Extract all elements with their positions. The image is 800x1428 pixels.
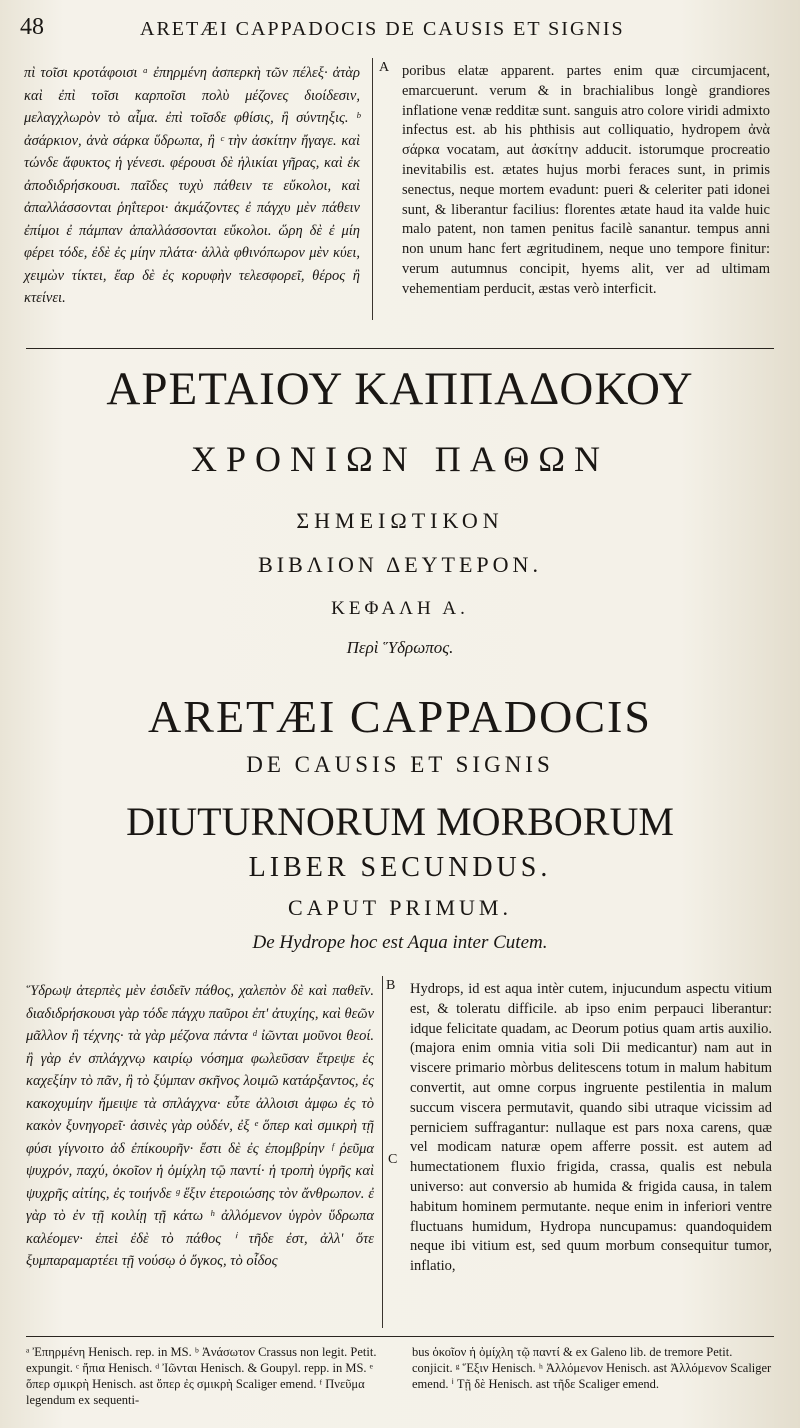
top-column-divider (372, 58, 373, 320)
greek-book-heading: ΒΙΒΛΙΟΝ ΔΕΥΤΕΡΟΝ. (258, 552, 542, 577)
latin-topic-heading: De Hydrope hoc est Aqua inter Cutem. (252, 932, 548, 953)
section-divider (26, 348, 774, 349)
greek-subtitle: ΣΗΜΕΙΩΤΙΚΟΝ (296, 508, 504, 533)
running-title: ARETÆI CAPPADOCIS DE CAUSIS ET SIGNIS (140, 18, 625, 40)
greek-title-heading: ΧΡΟΝΙΩΝ ΠΑΘΩΝ (190, 439, 610, 479)
greek-chapter-heading: ΚΕΦΑΛΗ Α. (331, 598, 469, 619)
margin-marker-b: B (386, 978, 396, 993)
bottom-greek-text: Ὕδρωψ ἀτερπὲς μὲν ἐσιδεῖν πάθος, χαλεπὸν δὲ καὶ παθεῖν. διαδιδρήσκουσι γὰρ τόδε πάγχυ παῦροι ἐπ' ἀτυχίης, καὶ θεῶν μᾶλλον ἢ τέχνης· τὰ γὰρ μέζονα πάντα ᵈ ἰῶνται μοῦνοι θεοί. ἢ γὰρ ἐν σπλάγχνῳ καιρίῳ νόσημα φωλεῦσαν ἔτρεψε ἐς καχεξίην τὸ πᾶν, ἢ τὸ ξύμπαν σκῆνος λοιμῶ κατάρξαντος, ἐς κακοχυμίην ἤμειψε τὰ σπλάγχνα· εὖτε ἀλλοισι ἀμφω ἐς τὸ κακὸν ξυνηγορεῖ· ἀσινὲς γὰρ οὐδέν, ἐξ ᵉ ὅπερ καὶ σμικρὴ τῇ φύσι γίγνοιτο ἀδ ἐπίκουρῆν· ἔστι δὲ ἐς ἐπομβρίην ᶠ ῥεῦμα ψυχρόν, παχύ, ὁκοῖον ἡ ὀμίχλη τῷ παντί· ἡ τροπὴ ὑγρῆς καὶ ψυχρῆς αἰτίης, ἐς τοιήνδε ᵍ ἕξιν ἑτεροιώσης τὸν ἄνθρωπον. ἐ γὰρ τὸ ἐν τῇ κοιλίῃ τῇ κάτω ʰ ἀλλόμενον ὑγρὸν ὕδρωπα καλέομεν· ἐπεὶ ἐδὲ τὸ πάθος ⁱ τῆδε ἐστ, ἀλλ' ὅτε ξυμπαραμαρτέει τῇ νούσῳ ὁ ὄγκος, τὸ οἶδος (26, 983, 374, 1269)
bottom-column-divider (382, 976, 383, 1328)
page-number: 48 (20, 14, 44, 40)
footnotes-left: ᵃ Ἐπηρμένη Henisch. rep. in MS. ᵇ Ἀνάσωτον Crassus non legit. Petit. expungit. ᶜ ἤπια Henisch. ᵈ Ἰῶνται Henisch. & Goupyl. repp. in MS. ᵉ ὅπερ σμικρὴ Henisch. ast ὅπερ ἐς σμικρὴ Scaliger emend. ᶠ Πνεῦμα legendum ex sequenti- (26, 1345, 377, 1407)
latin-chapter-heading: CAPUT PRIMUM. (288, 895, 512, 920)
bottom-latin-column (410, 980, 772, 1277)
bottom-latin-text: Hydrops, id est aqua intèr cutem, injucundum aspectu vitium est, & toleratu difficile. ab ipso enim perpauci liberantur: idque felicitate quadam, ac Deorum potius quam artis auxilio. (majora enim omnia vitia soli Dii medicantur) nam aut in viscere primario mòrbus delitescens totum in malum habitum convertit, aut omne corpus ingruente pestilentia in malum succum viscera permutavit, quando sibi utraque vicissim ad perniciem suffragantur: nullaque est pars noxa carens, quæ vel modicam naturæ opem afferre possit. est autem ad humectationem fluxio frigida, crassa, qualis est nebula universo: aut conversio ab humida & frigida causa, in talem habitum hominem permutante. neque enim in inferiori ventre fluctuans humidum, Hydropa nuncupamus: quandoquidem neque ibi vitium est, sed quum morbum consequitur tumor, inflatio, (410, 981, 772, 1275)
latin-book-heading: LIBER SECUNDUS. (248, 852, 552, 883)
greek-topic-heading: Περὶ Ὕδρωπος. (346, 638, 454, 657)
latin-title-heading: DIUTURNORUM MORBORUM (126, 799, 674, 844)
greek-author-heading: ΑΡΕΤΑΙΟΥ ΚΑΠΠΑΔΟΚΟΥ (106, 363, 694, 415)
latin-author-heading: ARETÆI CAPPADOCIS (148, 691, 652, 742)
bottom-greek-column (26, 980, 374, 1273)
footnotes-right: bus ὁκοῖον ἡ ὀμίχλη τῷ παντί & ex Galeno lib. de tremore Petit. conjicit. ᵍ Ἕξιν Henisch. ʰ Ἀλλόμενον Henisch. ast Ἀλλόμενον Scaliger emend. ⁱ Τῇ δὲ Henisch. ast τῆδε Scaliger emend. (412, 1345, 772, 1391)
footnote-divider (26, 1336, 774, 1337)
top-latin-column (402, 62, 770, 300)
top-greek-text: πὶ τοῖσι κροτάφοισι ᵃ ἐπηρμένη ἀσπερκὴ τῶν πέλεξ· ἀτὰρ καὶ ἐπὶ τοῖσι καρποῖσι πολὺ μέζονες διοίδεσιν, μελαγχλωρὸν τὸ αἷμα. ἐπὶ τοῖσδε φθίσις, ἢ σύντηξις. ᵇ ἀσάρκιον, ἀνὰ σάρκα ὕδρωπα, ἢ ᶜ τὴν ἀσκίτην ἤγαγε. καὶ τώνδε ἄφυκτος ἡ γένεσι. φέρουσι δὲ ἡλικίαι γῆρας, καὶ ἐκ ἀποδιδρήσκουσι. παῖδες τυχὺ πάθειν τε εὔκολοι, καὶ ἀπαλλάσσονται ῥηΐτεροι· ἀκμάζοντες ἐ πάγχυ μὲν πάθειν ἐπίμοι ἐ πάμπαν ἀπαλλάσσονται εὔκολοι. ὥρη δὲ ἐ μίη φέρει τόδε, ἐδὲ ἐς μίην πλάτα· ἀλλὰ φθινόπωρον μὲν κύει, χειμὼν τίκτει, ἔαρ δὲ ἐς κορυφὴν τελεσφορεῖ, θέρος ἢ κτείνει. (24, 65, 360, 306)
running-head (20, 14, 780, 44)
top-greek-column (24, 62, 360, 310)
latin-subtitle: DE CAUSIS ET SIGNIS (246, 752, 554, 777)
top-latin-text: poribus elatæ apparent. partes enim quæ circumjacent, emarcuerunt. verum & in brachialibus longè grandiores inflatione venæ redditæ sunt. sanguis atro colore viridi admixto infectus est. ab his phthisis aut colliquatio, hydropem ἀνὰ σάρκα vocatam, aut ἀσκίτην adducit. istorumque procreatio inevitabilis est. ætates hujus morbi feraces sunt, in primis senectus, neque mortem evadunt: pueri & celeriter pati idonei sunt, & liberantur facilius: florentes ætate haud ita valde huic malo patent, non tamen penitus facilè sanantur. tempus anni non unum hanc fert ægritudinem, neque uno tempore finitur: verum autumnus concipit, hyems alit, ver ad ultimam vehementiam perducit, æstas verò interficit. (402, 63, 770, 297)
margin-marker-a: A (379, 60, 390, 75)
margin-marker-c: C (388, 1152, 398, 1167)
